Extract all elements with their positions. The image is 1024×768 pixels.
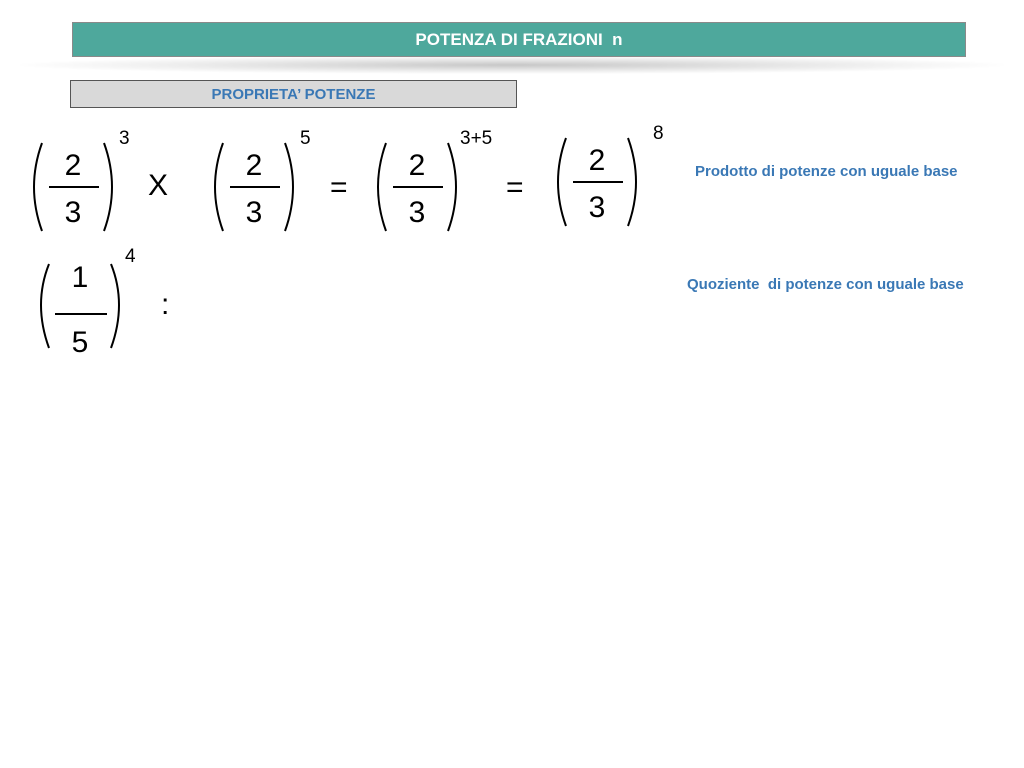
section-header <box>70 80 517 108</box>
exponent: 3 <box>119 128 130 149</box>
divide-operator: : <box>161 288 170 321</box>
equals-operator: = <box>506 171 524 204</box>
title-shadow <box>20 56 1004 74</box>
fraction-two-thirds-4 <box>552 134 642 230</box>
denominator: 3 <box>588 191 606 224</box>
numerator: 2 <box>245 149 263 182</box>
fraction-two-thirds-2 <box>209 139 299 235</box>
numerator: 1 <box>71 261 89 294</box>
denominator: 3 <box>64 196 82 229</box>
exponent: 8 <box>653 123 664 144</box>
exponent: 5 <box>300 128 311 149</box>
fraction-one-fifth <box>35 260 125 359</box>
denominator: 3 <box>245 196 263 229</box>
fraction-two-thirds-1 <box>28 139 118 235</box>
denominator: 3 <box>408 196 426 229</box>
exponent: 4 <box>125 246 136 267</box>
equals-operator: = <box>330 171 348 204</box>
note-product-rule: Prodotto di potenze con uguale base <box>695 163 958 180</box>
exponent: 3+5 <box>460 128 493 149</box>
note-quotient-rule: Quoziente di potenze con uguale base <box>687 276 964 293</box>
numerator: 2 <box>64 149 82 182</box>
title-bar <box>72 22 966 57</box>
multiply-operator: X <box>148 169 169 202</box>
page-title: POTENZA DI FRAZIONI n <box>415 29 623 49</box>
fraction-two-thirds-3 <box>372 139 462 235</box>
denominator: 5 <box>71 326 89 359</box>
numerator: 2 <box>408 149 426 182</box>
section-title: PROPRIETA’ POTENZE <box>211 85 376 103</box>
numerator: 2 <box>588 144 606 177</box>
